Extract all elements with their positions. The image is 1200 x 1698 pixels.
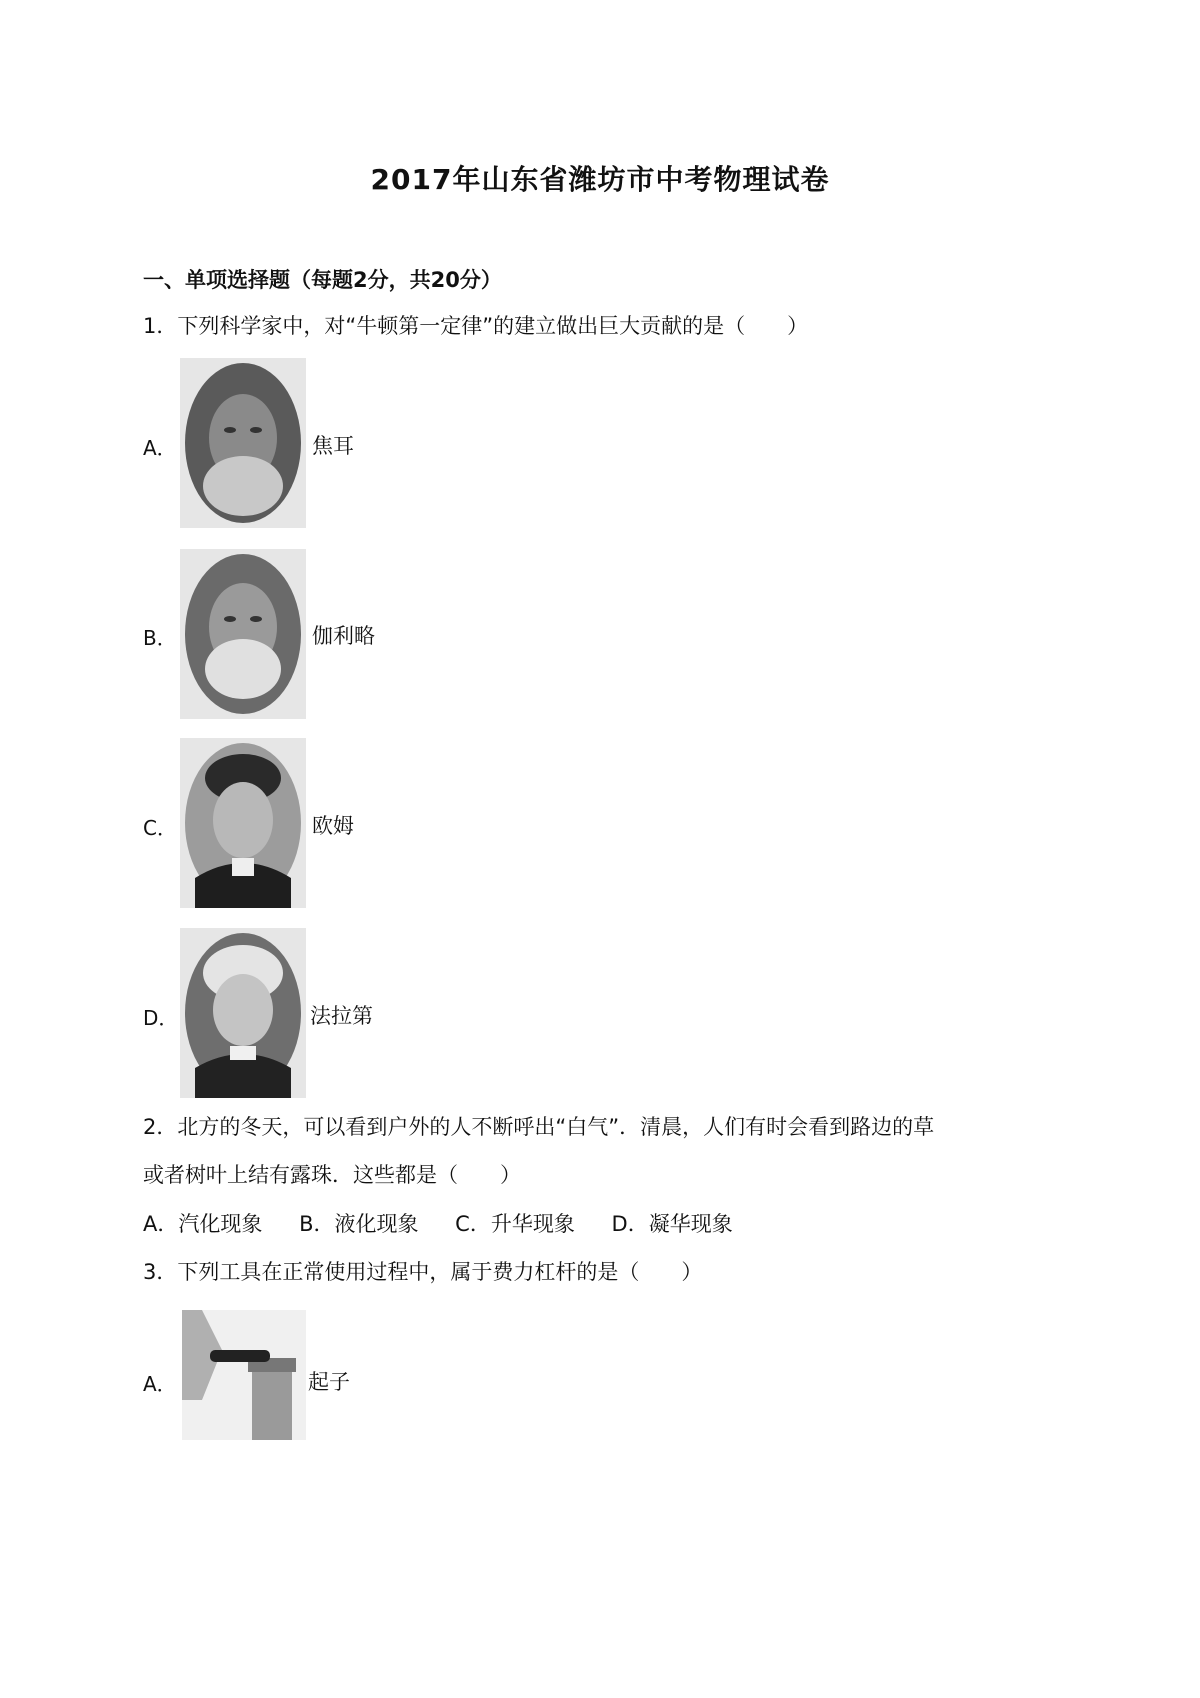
page-title: 2017年山东省潍坊市中考物理试卷 [370, 163, 830, 196]
q1-option-d-label: D． [143, 1006, 179, 1030]
galileo-portrait [180, 549, 306, 719]
q2-option-b: B．液化现象 [299, 1212, 419, 1236]
joule-portrait [180, 358, 306, 528]
q3-option-a-label: A． [143, 1372, 177, 1396]
faraday-portrait [180, 928, 306, 1098]
q1-option-d-text: 法拉第 [310, 1004, 373, 1028]
question-2-stem-line1: 2．北方的冬天，可以看到户外的人不断呼出“白气”．清晨，人们有时会看到路边的草 [143, 1115, 935, 1139]
q1-option-a-label: A． [143, 436, 177, 460]
q2-option-d: D．凝华现象 [611, 1212, 733, 1236]
section-heading: 一、单项选择题（每题2分，共20分） [143, 268, 502, 292]
question-2-stem-line2: 或者树叶上结有露珠．这些都是（ ） [143, 1163, 521, 1187]
q1-option-c-text: 欧姆 [312, 814, 354, 838]
q1-option-b-label: B． [143, 626, 177, 650]
q2-options [143, 1208, 733, 1238]
bottle-opener-photo [182, 1310, 306, 1440]
q1-option-c-label: C． [143, 816, 177, 840]
question-3-stem: 3．下列工具在正常使用过程中，属于费力杠杆的是（ ） [143, 1260, 703, 1284]
q1-option-a-text: 焦耳 [312, 434, 354, 458]
q3-option-a-text: 起子 [308, 1370, 350, 1394]
q2-option-c: C．升华现象 [455, 1212, 575, 1236]
q1-option-b-text: 伽利略 [312, 624, 375, 648]
q2-option-a: A．汽化现象 [143, 1212, 263, 1236]
question-1-stem: 1．下列科学家中，对“牛顿第一定律”的建立做出巨大贡献的是（ ） [143, 314, 809, 338]
ohm-portrait [180, 738, 306, 908]
